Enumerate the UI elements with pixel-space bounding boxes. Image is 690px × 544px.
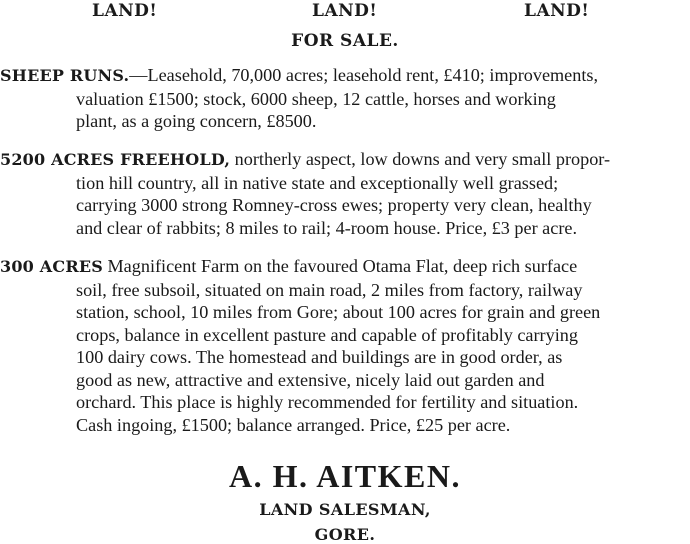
listing-text: Magnificent Farm on the favoured Otama Flat, deep rich surface [102,256,578,276]
listing-line: Cash ingoing, £1500; balance arranged. Price, £25 per acre. [76,414,511,435]
agent-place: GORE. [314,525,376,544]
listing-text: northerly aspect, low downs and very small propor- [230,149,611,169]
listing-line: 100 dairy cows. The homestead and buildings are in good order, as [76,347,563,367]
listing-line: carrying 3000 strong Romney-cross ewes; property very clean, healthy [76,195,592,215]
for-sale-subtitle: FOR SALE. [291,31,399,51]
listing-line [0,64,684,88]
listing-line: valuation £1500; stock, 6000 sheep, 12 cattle, horses and working [76,88,556,109]
listing-line: crops, balance in excellent pasture and capable of profitably carrying [76,324,578,345]
listing-300-acres [0,255,684,436]
listing-line: and clear of rabbits; 8 miles to rail; 4-room house. Price, £3 per acre. [76,217,577,238]
listing-lead: SHEEP RUNS. [0,66,130,85]
heading-word: LAND! [312,1,378,21]
listing-line: good as new, attractive and extensive, nicely laid out garden and [76,369,545,390]
land-heading-row [0,1,690,23]
heading-word: LAND! [524,1,590,21]
listing-text: —Leasehold, 70,000 acres; leasehold rent, £410; improvements, [129,65,599,85]
agent-title: LAND SALESMAN, [259,500,431,519]
listing-line [0,148,684,172]
listing-line: plant, as a going concern, £8500. [76,111,317,131]
listing-line: tion hill country, all in native state and exceptionally well grassed; [76,172,559,193]
heading-word: LAND! [92,1,158,21]
listing-lead: 5200 ACRES FREEHOLD, [0,150,231,169]
listing-line [0,255,684,279]
agent-name: A. H. AITKEN. [229,458,461,494]
listing-line: orchard. This place is highly recommended for fertility and situation. [76,392,579,412]
listing-lead: 300 ACRES [0,257,103,276]
listing-sheep-runs [0,64,684,133]
listing-line: station, school, 10 miles from Gore; about 100 acres for grain and green [76,302,601,322]
listing-line: soil, free subsoil, situated on main road, 2 miles from factory, railway [76,279,583,300]
listing-5200-acres [0,148,684,239]
